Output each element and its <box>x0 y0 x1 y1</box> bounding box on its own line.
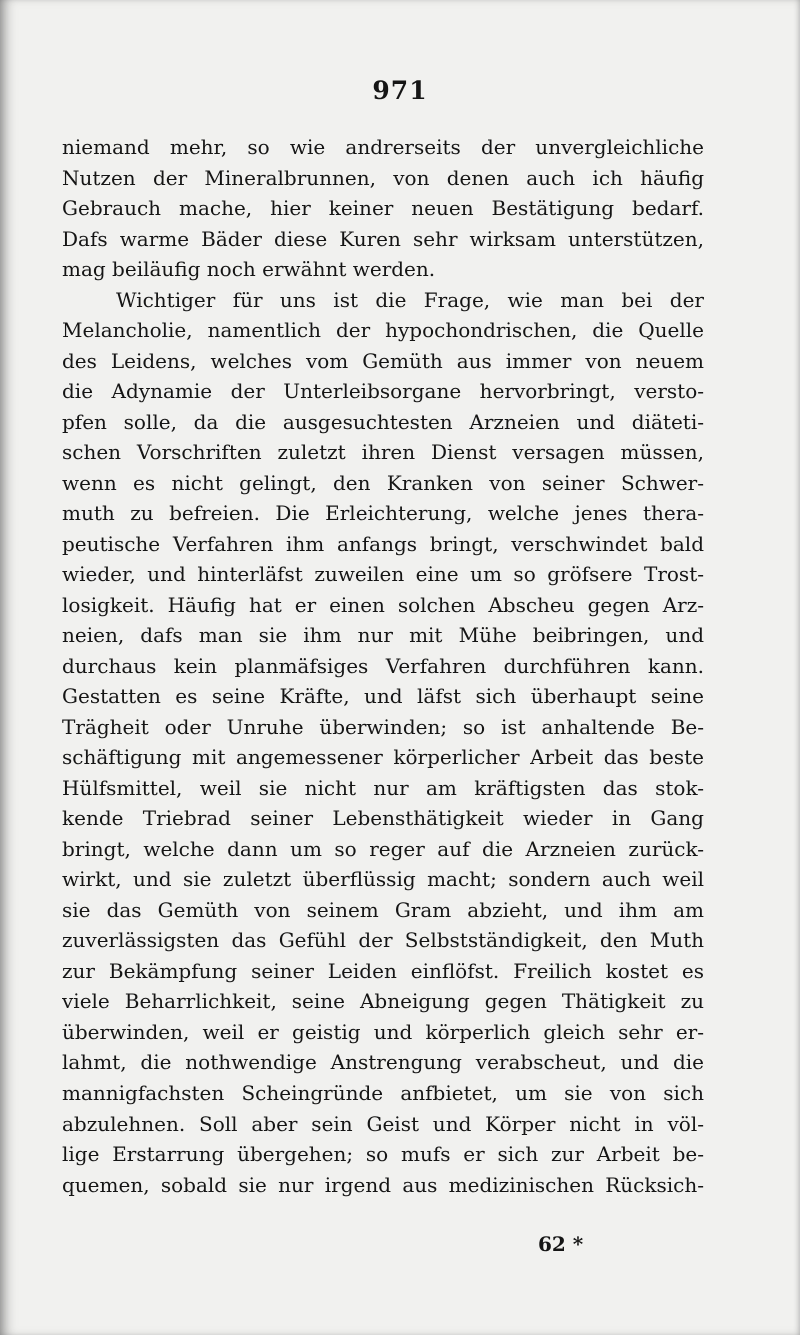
text-line: neien, dafs man sie ihm nur mit Mühe beibringen, und <box>62 623 704 648</box>
page-number: 971 <box>372 76 428 105</box>
text-line: überwinden, weil er geistig und körperlich gleich sehr er- <box>62 1019 704 1044</box>
text-line: pfen solle, da die ausgesuchtesten Arzneien und diäteti- <box>62 409 704 434</box>
text-line: lige Erstarrung übergehen; so mufs er sich zur Arbeit be- <box>62 1142 704 1167</box>
text-line: die Adynamie der Unterleibsorgane hervorbringt, versto- <box>62 379 704 404</box>
text-line: kende Triebrad seiner Lebensthätigkeit wieder in Gang <box>62 806 704 831</box>
text-line: durchaus kein planmäfsiges Verfahren durchführen kann. <box>62 653 704 678</box>
body-text <box>62 132 704 1200</box>
text-line: sie das Gemüth von seinem Gram abzieht, und ihm am <box>62 897 704 922</box>
text-line: bringt, welche dann um so reger auf die Arzneien zurück- <box>62 836 704 861</box>
text-line: niemand mehr, so wie andrerseits der unvergleichliche <box>62 135 704 159</box>
text-line: zuverlässigsten das Gefühl der Selbstständigkeit, den Muth <box>62 928 704 953</box>
text-line: Trägheit oder Unruhe überwinden; so ist anhaltende Be- <box>62 714 704 739</box>
text-line: des Leidens, welches vom Gemüth aus immer von neuem <box>62 348 704 373</box>
text-line: Wichtiger für uns ist die Frage, wie man bei der <box>116 287 704 312</box>
text-line: mannigfachsten Scheingründe anfbietet, um sie von sich <box>62 1080 704 1105</box>
text-line: wieder, und hinterläfst zuweilen eine um so gröfsere Trost- <box>62 562 704 587</box>
text-line: Nutzen der Mineralbrunnen, von denen auch ich häufig <box>62 165 704 190</box>
text-line: lahmt, die nothwendige Anstrengung verabscheut, und die <box>62 1050 704 1075</box>
text-line: Dafs warme Bäder diese Kuren sehr wirksam unterstützen, <box>62 226 704 251</box>
text-line: Gebrauch mache, hier keiner neuen Bestätigung bedarf. <box>62 196 704 221</box>
text-line: Melancholie, namentlich der hypochondrischen, die Quelle <box>62 318 704 343</box>
signature-mark: 62 * <box>538 1232 584 1256</box>
text-line: wirkt, und sie zuletzt überflüssig macht; sondern auch weil <box>62 867 704 892</box>
text-line: schen Vorschriften zuletzt ihren Dienst versagen müssen, <box>62 440 704 465</box>
text-line: wenn es nicht gelingt, den Kranken von seiner Schwer- <box>62 470 704 495</box>
text-line: schäftigung mit angemessener körperlicher Arbeit das beste <box>62 745 704 770</box>
text-line: quemen, sobald sie nur irgend aus medizinischen Rücksich- <box>62 1172 704 1197</box>
text-line: Hülfsmittel, weil sie nicht nur am kräftigsten das stok- <box>62 775 704 800</box>
text-line: zur Bekämpfung seiner Leiden einflöfst. Freilich kostet es <box>62 958 704 983</box>
text-line: abzulehnen. Soll aber sein Geist und Körper nicht in völ- <box>62 1111 704 1136</box>
text-line: muth zu befreien. Die Erleichterung, welche jenes thera- <box>62 501 704 526</box>
text-line: losigkeit. Häufig hat er einen solchen Abscheu gegen Arz- <box>62 592 704 617</box>
text-line: viele Beharrlichkeit, seine Abneigung gegen Thätigkeit zu <box>62 989 704 1014</box>
text-line: mag beiläufig noch erwähnt werden. <box>62 257 436 282</box>
text-line: Gestatten es seine Kräfte, und läfst sich überhaupt seine <box>62 684 704 709</box>
text-line: peutische Verfahren ihm anfangs bringt, verschwindet bald <box>62 531 704 556</box>
